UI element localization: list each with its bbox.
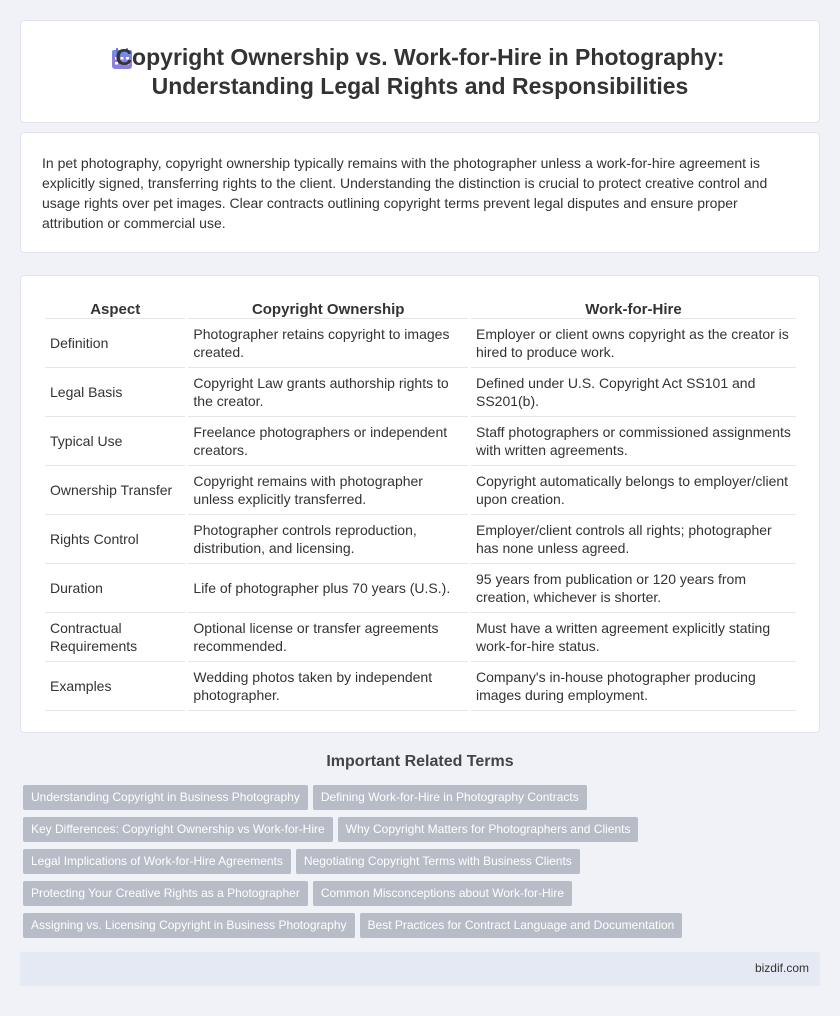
page-title [21, 43, 819, 101]
row-aspect: Contractual Requirements [45, 613, 185, 662]
related-terms-tags [23, 785, 813, 945]
table-row [45, 515, 796, 564]
page-title-line-1: Copyright Ownership vs. Work-for-Hire in Photography: [115, 44, 725, 70]
row-copyright-ownership: Photographer controls reproduction, distribution, and licensing. [188, 515, 468, 564]
related-term-tag[interactable]: Key Differences: Copyright Ownership vs Work-for-Hire [23, 817, 333, 842]
intro-paragraph: In pet photography, copyright ownership typically remains with the photographer unless a work-for-hire agreement is explicitly signed, transferring rights to the client. Understanding the distinction is crucial to protect creative control and usage rights over pet images. Clear contracts outlining copyright terms prevent legal disputes and ensure proper attribution or commercial use. [42, 155, 768, 231]
header-aspect: Aspect [45, 296, 185, 319]
table-row [45, 319, 796, 368]
row-work-for-hire: Employer or client owns copyright as the creator is hired to produce work. [471, 319, 796, 368]
table-row [45, 417, 796, 466]
comparison-table-card [20, 275, 820, 733]
row-aspect: Examples [45, 662, 185, 711]
row-work-for-hire: Must have a written agreement explicitly stating work-for-hire status. [471, 613, 796, 662]
row-copyright-ownership: Copyright Law grants authorship rights to the creator. [188, 368, 468, 417]
row-copyright-ownership: Freelance photographers or independent creators. [188, 417, 468, 466]
table-row [45, 662, 796, 711]
row-aspect: Ownership Transfer [45, 466, 185, 515]
row-work-for-hire: 95 years from publication or 120 years from creation, whichever is shorter. [471, 564, 796, 613]
related-terms-heading: Important Related Terms [326, 753, 514, 770]
footer-site-name[interactable]: bizdif.com [754, 961, 809, 975]
related-term-tag[interactable]: Why Copyright Matters for Photographers and Clients [338, 817, 639, 842]
related-term-tag[interactable]: Negotiating Copyright Terms with Business Clients [296, 849, 580, 874]
row-work-for-hire: Defined under U.S. Copyright Act SS101 and SS201(b). [471, 368, 796, 417]
row-work-for-hire: Staff photographers or commissioned assignments with written agreements. [471, 417, 796, 466]
table-header-row [45, 296, 796, 319]
related-term-tag[interactable]: Understanding Copyright in Business Photography [23, 785, 308, 810]
row-copyright-ownership: Wedding photos taken by independent photographer. [188, 662, 468, 711]
header-work-for-hire: Work-for-Hire [471, 296, 796, 319]
table-row [45, 368, 796, 417]
row-copyright-ownership: Copyright remains with photographer unless explicitly transferred. [188, 466, 468, 515]
row-work-for-hire: Company's in-house photographer producing images during employment. [471, 662, 796, 711]
related-term-tag[interactable]: Assigning vs. Licensing Copyright in Business Photography [23, 913, 355, 938]
related-term-tag[interactable]: Common Misconceptions about Work-for-Hire [313, 881, 572, 906]
row-aspect: Rights Control [45, 515, 185, 564]
related-term-tag[interactable]: Best Practices for Contract Language and Documentation [360, 913, 683, 938]
row-copyright-ownership: Photographer retains copyright to images created. [188, 319, 468, 368]
row-aspect: Typical Use [45, 417, 185, 466]
row-aspect: Definition [45, 319, 185, 368]
row-copyright-ownership: Optional license or transfer agreements recommended. [188, 613, 468, 662]
row-aspect: Duration [45, 564, 185, 613]
intro-card [20, 132, 820, 253]
related-term-tag[interactable]: Protecting Your Creative Rights as a Photographer [23, 881, 308, 906]
table-row [45, 564, 796, 613]
row-work-for-hire: Employer/client controls all rights; photographer has none unless agreed. [471, 515, 796, 564]
related-term-tag[interactable]: Defining Work-for-Hire in Photography Contracts [313, 785, 587, 810]
footer [20, 952, 820, 986]
page-title-line-2: Understanding Legal Rights and Responsibilities [151, 73, 689, 99]
related-term-tag[interactable]: Legal Implications of Work-for-Hire Agreements [23, 849, 291, 874]
header-copyright-ownership: Copyright Ownership [188, 296, 468, 319]
comparison-table [42, 296, 799, 711]
row-work-for-hire: Copyright automatically belongs to employer/client upon creation. [471, 466, 796, 515]
row-aspect: Legal Basis [45, 368, 185, 417]
row-copyright-ownership: Life of photographer plus 70 years (U.S.). [188, 564, 468, 613]
title-card [20, 20, 820, 123]
table-row [45, 613, 796, 662]
table-row [45, 466, 796, 515]
